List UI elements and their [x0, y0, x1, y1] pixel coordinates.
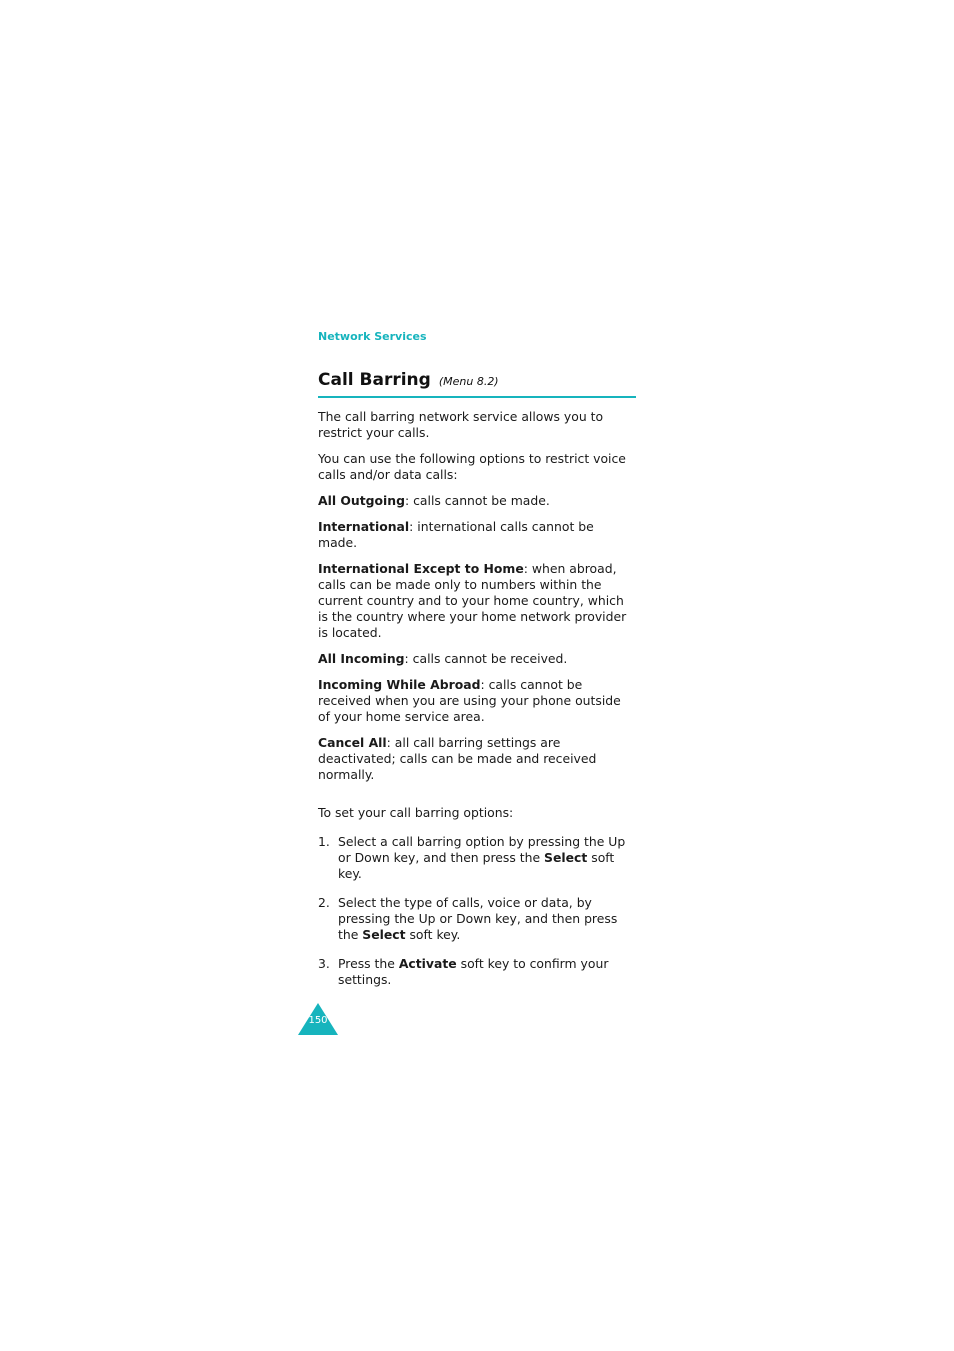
option-desc: : when abroad, calls can be made only to numbers within the current country and to your home country, which is the country where your home network provider is located.: [318, 561, 627, 640]
section-label: Network Services: [318, 330, 427, 343]
step-text: soft key.: [405, 927, 461, 942]
step-text: soft key to confirm your settings.: [338, 956, 609, 987]
step-number: 1.: [318, 834, 330, 849]
page-number-badge: [298, 1003, 338, 1035]
option-term: All Incoming: [318, 651, 405, 666]
step-text: soft key.: [338, 850, 615, 881]
option-desc: : calls cannot be made.: [405, 493, 550, 508]
soft-key-name: Select: [362, 927, 406, 942]
option-international-except-home: [318, 561, 636, 641]
step-text: Select the type of calls, voice or data, by pressing the Up or Down key, and then press the: [338, 895, 618, 942]
intro-paragraph: You can use the following options to restrict voice calls and/or data calls:: [318, 451, 626, 482]
option-all-incoming: [318, 651, 636, 667]
step-item: [318, 956, 636, 988]
page-title: Call Barring: [318, 370, 431, 390]
step-number: 2.: [318, 895, 330, 910]
option-term: Incoming While Abroad: [318, 677, 481, 692]
option-term: All Outgoing: [318, 493, 405, 508]
option-desc: : calls cannot be received when you are using your phone outside of your home service area.: [318, 677, 621, 724]
body-text: [318, 409, 636, 1001]
page-heading: [318, 370, 636, 398]
soft-key-name: Activate: [398, 956, 457, 971]
step-text: Press the: [338, 956, 399, 971]
steps-list: [318, 834, 636, 988]
option-desc: : international calls cannot be made.: [318, 519, 594, 550]
option-term: Cancel All: [318, 735, 387, 750]
step-item: [318, 895, 636, 943]
menu-reference: (Menu 8.2): [438, 375, 499, 388]
option-desc: : all call barring settings are deactivated; calls can be made and received normally.: [318, 735, 597, 782]
option-desc: : calls cannot be received.: [404, 651, 568, 666]
option-international: [318, 519, 636, 551]
page-number: 150: [308, 1015, 328, 1026]
option-term: International Except to Home: [318, 561, 524, 576]
intro-paragraph: The call barring network service allows you to restrict your calls.: [318, 409, 604, 440]
option-term: International: [318, 519, 410, 534]
steps-intro: To set your call barring options:: [318, 805, 514, 820]
option-cancel-all: [318, 735, 636, 783]
step-text: Select a call barring option by pressing the Up or Down key, and then press the: [338, 834, 626, 865]
soft-key-name: Select: [544, 850, 588, 865]
option-incoming-while-abroad: [318, 677, 636, 725]
option-all-outgoing: [318, 493, 636, 509]
step-number: 3.: [318, 956, 330, 971]
step-item: [318, 834, 636, 882]
